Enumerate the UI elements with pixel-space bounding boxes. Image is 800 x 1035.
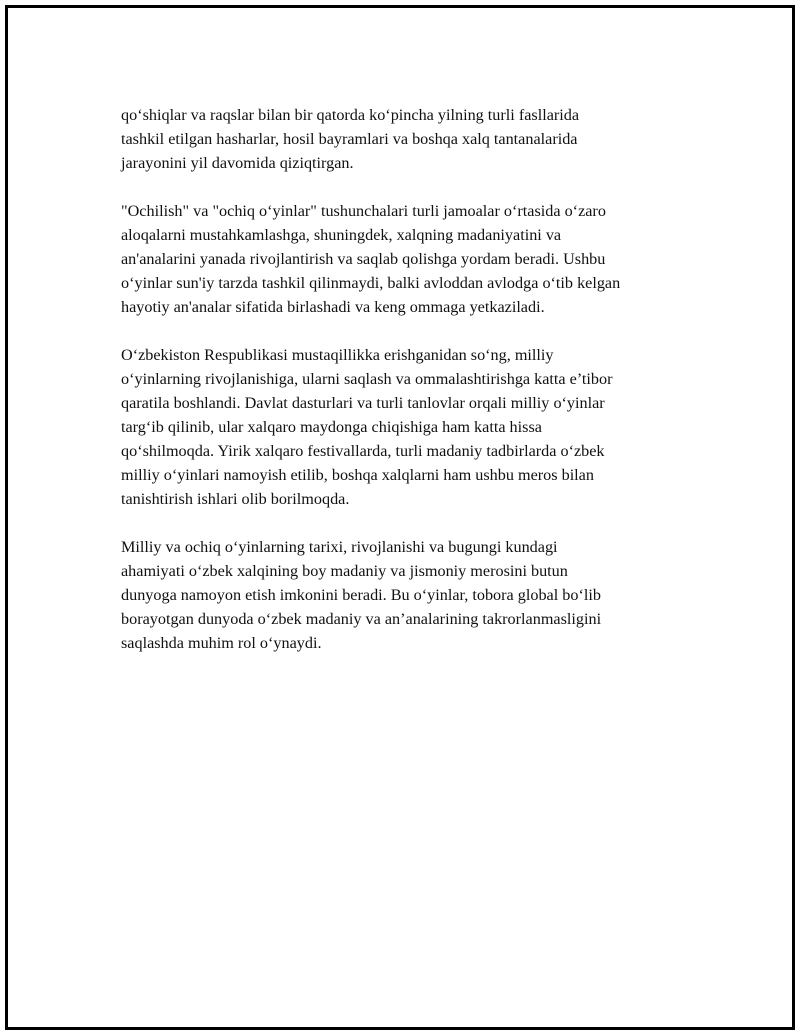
text-line: ahamiyati o‘zbek xalqining boy madaniy va jismoniy merosini butun (121, 562, 568, 580)
text-line: hayotiy an'analar sifatida birlashadi va keng ommaga yetkaziladi. (121, 298, 545, 316)
text-line: targ‘ib qilinib, ular xalqaro maydonga chiqishiga ham katta hissa (121, 418, 542, 436)
text-line: dunyoga namoyon etish imkonini beradi. Bu o‘yinlar, tobora global bo‘lib (121, 586, 601, 604)
text-line: saqlashda muhim rol o‘ynaydi. (121, 634, 322, 652)
text-line: an'analarini yanada rivojlantirish va saqlab qolishga yordam beradi. Ushbu (121, 250, 606, 268)
text-line: qaratila boshlandi. Davlat dasturlari va turli tanlovlar orqali milliy o‘yinlar (121, 394, 605, 412)
text-line: o‘yinlar sun'iy tarzda tashkil qilinmaydi, balki avloddan avlodga o‘tib kelgan (121, 274, 621, 292)
text-line: tanishtirish ishlari olib borilmoqda. (121, 490, 350, 508)
text-line: "Ochilish" va "ochiq o‘yinlar" tushunchalari turli jamoalar o‘rtasida o‘zaro (121, 202, 606, 220)
paragraph-3 (121, 343, 711, 511)
text-line: qo‘shilmoqda. Yirik xalqaro festivallarda, turli madaniy tadbirlarda o‘zbek (121, 442, 605, 460)
paragraph-2 (121, 199, 711, 319)
document-page (5, 5, 795, 1030)
text-line: jarayonini yil davomida qiziqtirgan. (121, 154, 354, 172)
document-body (121, 103, 711, 679)
text-line: o‘yinlarning rivojlanishiga, ularni saqlash va ommalashtirishga katta e’tibor (121, 370, 613, 388)
text-line: milliy o‘yinlari namoyish etilib, boshqa xalqlarni ham ushbu meros bilan (121, 466, 594, 484)
text-line: O‘zbekiston Respublikasi mustaqillikka erishganidan so‘ng, milliy (121, 346, 554, 364)
text-line: aloqalarni mustahkamlashga, shuningdek, xalqning madaniyatini va (121, 226, 562, 244)
paragraph-1 (121, 103, 711, 175)
paragraph-4 (121, 535, 711, 655)
text-line: tashkil etilgan hasharlar, hosil bayramlari va boshqa xalq tantanalarida (121, 130, 578, 148)
text-line: Milliy va ochiq o‘yinlarning tarixi, rivojlanishi va bugungi kundagi (121, 538, 558, 556)
text-line: qo‘shiqlar va raqslar bilan bir qatorda ko‘pincha yilning turli fasllarida (121, 106, 580, 124)
text-line: borayotgan dunyoda o‘zbek madaniy va an’analarining takrorlanmasligini (121, 610, 602, 628)
